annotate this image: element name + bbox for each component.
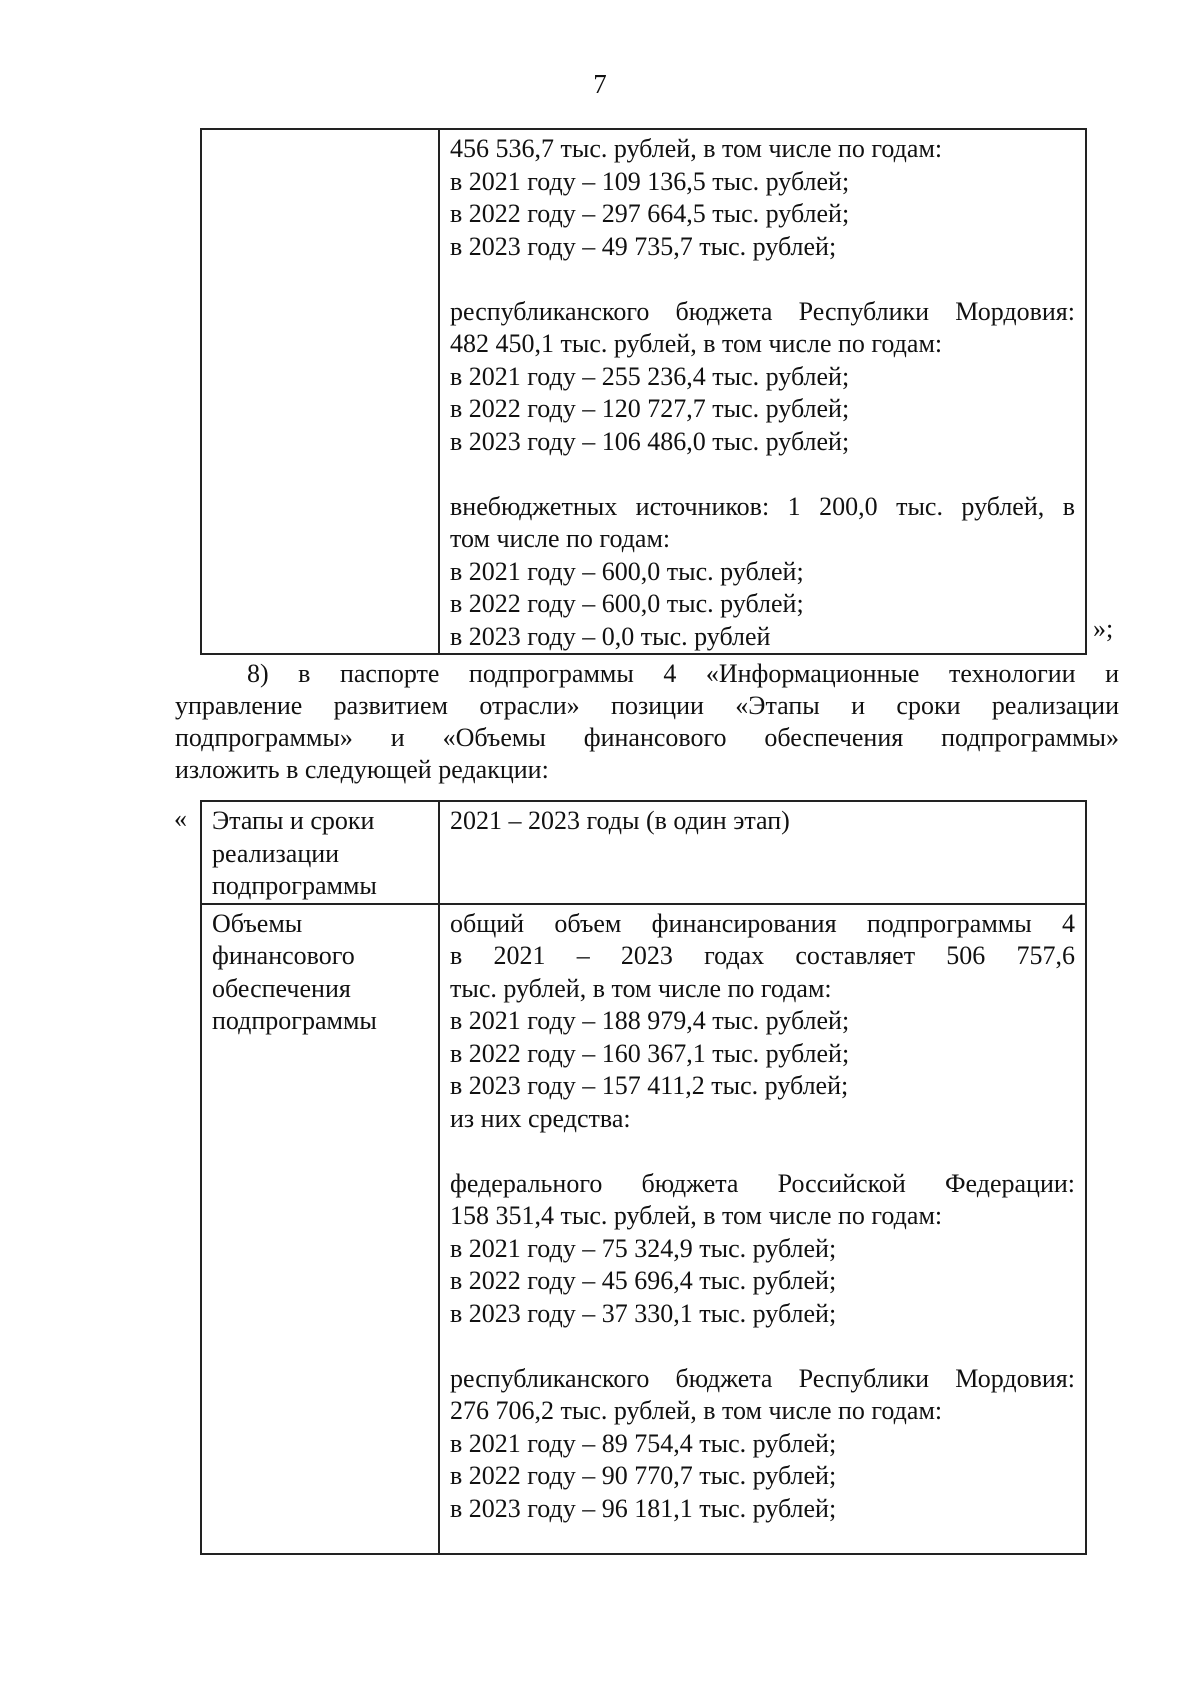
blank-line <box>450 1330 1075 1363</box>
label-line: реализации <box>212 838 340 868</box>
text-line: в 2023 году – 0,0 тыс. рублей <box>450 621 771 651</box>
text-line: из них средства: <box>450 1103 631 1133</box>
text-line: том числе по годам: <box>450 524 671 553</box>
paragraph-line: управление развитием отрасли» позиции «Этапы и сроки реализации <box>175 691 1119 720</box>
blank-line <box>450 263 1075 296</box>
continued-table-left-cell <box>201 129 439 654</box>
text-line: в 2023 году – 37 330,1 тыс. рублей; <box>450 1298 837 1328</box>
text-line: в 2021 году – 600,0 тыс. рублей; <box>450 556 804 586</box>
text-line: в 2021 – 2023 годах составляет 506 757,6 <box>450 941 1075 970</box>
label-line: подпрограммы <box>212 1006 377 1035</box>
label-line: подпрограммы <box>212 871 377 900</box>
page-number: 7 <box>593 69 607 99</box>
blank-line <box>450 458 1075 491</box>
text-line: общий объем финансирования подпрограммы 4 <box>450 908 1075 938</box>
continued-table-right-cell <box>439 129 1086 654</box>
amendment-paragraph <box>175 658 1119 786</box>
text-line: в 2023 году – 157 411,2 тыс. рублей; <box>450 1071 849 1100</box>
stages-label-cell <box>201 801 439 904</box>
continued-financing-table <box>200 128 1087 655</box>
label-line: финансового <box>212 941 355 970</box>
blank-line <box>450 1135 1075 1168</box>
closing-quote: »; <box>1093 614 1114 643</box>
text-line: 276 706,2 тыс. рублей, в том числе по годам: <box>450 1396 943 1425</box>
text-line: в 2023 году – 106 486,0 тыс. рублей; <box>450 426 850 456</box>
text-line: федерального бюджета Российской Федерации: <box>450 1168 1075 1198</box>
opening-quote: « <box>174 804 187 833</box>
financing-value-cell <box>439 904 1086 1554</box>
text-line: в 2021 году – 89 754,4 тыс. рублей; <box>450 1428 837 1458</box>
paragraph-line: подпрограммы» и «Объемы финансового обеспечения подпрограммы» <box>175 723 1119 752</box>
text-line: внебюджетных источников: 1 200,0 тыс. рублей, в <box>450 491 1075 521</box>
subprogram-passport-table <box>200 800 1087 1555</box>
text-line: в 2021 году – 75 324,9 тыс. рублей; <box>450 1233 837 1263</box>
text-line: 158 351,4 тыс. рублей, в том числе по годам: <box>450 1201 943 1230</box>
financing-label-cell <box>201 904 439 1554</box>
text-line: в 2023 году – 96 181,1 тыс. рублей; <box>450 1493 837 1523</box>
text-line: в 2022 году – 600,0 тыс. рублей; <box>450 589 804 618</box>
paragraph-line: 8) в паспорте подпрограммы 4 «Информационные технологии и <box>247 659 1119 688</box>
text-line: в 2022 году – 297 664,5 тыс. рублей; <box>450 199 850 228</box>
text-line: 2021 – 2023 годы (в один этап) <box>450 806 790 835</box>
stages-value-cell <box>439 801 1086 904</box>
text-line: тыс. рублей, в том числе по годам: <box>450 973 832 1003</box>
label-line: Объемы <box>212 908 303 938</box>
label-line: обеспечения <box>212 973 351 1003</box>
text-line: в 2021 году – 188 979,4 тыс. рублей; <box>450 1006 850 1035</box>
paragraph-line: изложить в следующей редакции: <box>175 755 549 784</box>
text-line: 482 450,1 тыс. рублей, в том числе по годам: <box>450 329 943 358</box>
text-line: республиканского бюджета Республики Мордовия: <box>450 1363 1075 1393</box>
text-line: республиканского бюджета Республики Мордовия: <box>450 296 1075 326</box>
text-line: в 2021 году – 109 136,5 тыс. рублей; <box>450 166 850 196</box>
text-line: в 2023 году – 49 735,7 тыс. рублей; <box>450 231 837 261</box>
text-line: в 2022 году – 90 770,7 тыс. рублей; <box>450 1461 837 1490</box>
label-line: Этапы и сроки <box>212 806 375 835</box>
text-line: 456 536,7 тыс. рублей, в том числе по годам: <box>450 134 943 163</box>
text-line: в 2021 году – 255 236,4 тыс. рублей; <box>450 361 850 391</box>
text-line: в 2022 году – 120 727,7 тыс. рублей; <box>450 394 850 423</box>
text-line: в 2022 году – 160 367,1 тыс. рублей; <box>450 1038 850 1068</box>
text-line: в 2022 году – 45 696,4 тыс. рублей; <box>450 1266 837 1295</box>
